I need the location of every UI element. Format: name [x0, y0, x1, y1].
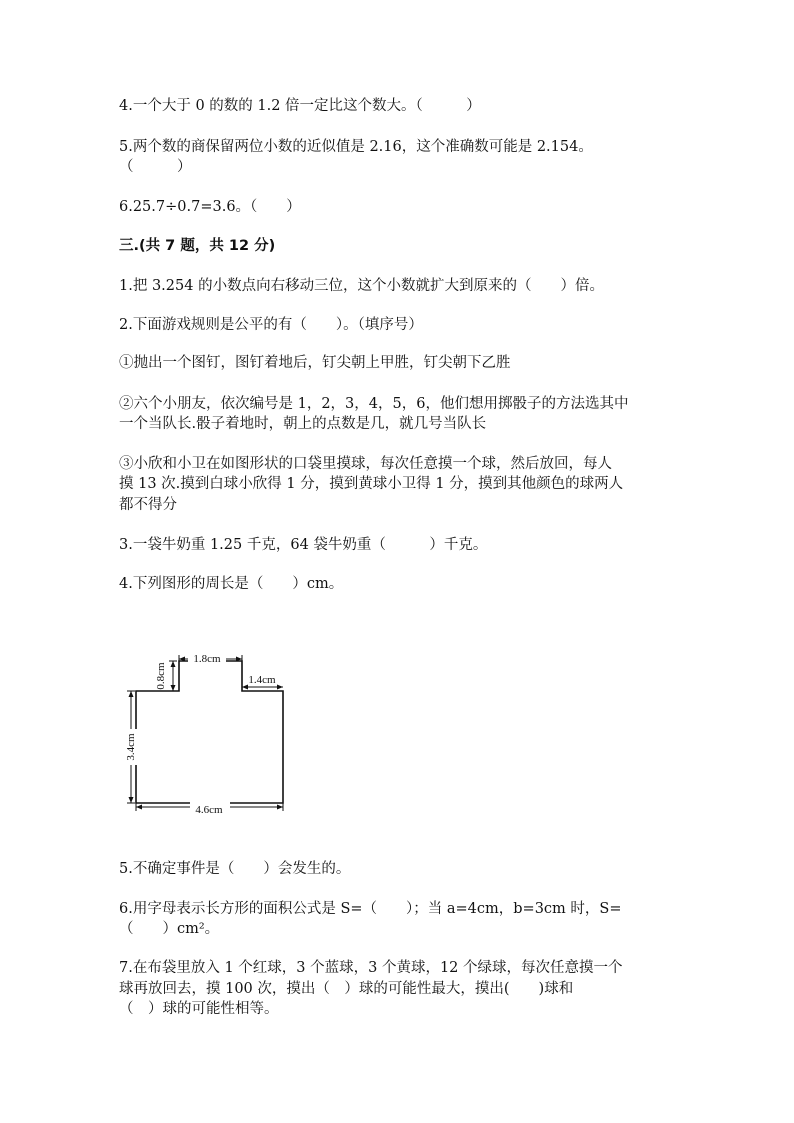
question-3-6-line1: 6.用字母表示长方形的面积公式是 S=（ ）；当 a=4cm，b=3cm 时，S=	[119, 901, 622, 917]
dimension-notch	[169, 661, 177, 691]
question-3-1: 1.把 3.254 的小数点向右移动三位，这个小数就扩大到原来的（ ）倍。	[119, 278, 605, 294]
label-bottom: 4.6cm	[195, 804, 223, 816]
question-3-2-option-2-line2: 一个当队长.骰子着地时，朝上的点数是几，就几号当队长	[119, 416, 487, 432]
perimeter-figure	[120, 645, 300, 825]
question-2-4: 4.一个大于 0 的数的 1.2 倍一定比这个数大。（ ）	[119, 98, 481, 114]
question-3-5: 5.不确定事件是（ ）会发生的。	[119, 861, 351, 877]
label-notch: 0.8cm	[155, 662, 167, 690]
question-3-7-line1: 7.在布袋里放入 1 个红球，3 个蓝球，3 个黄球，12 个绿球，每次任意摸一个	[119, 960, 623, 976]
question-3-6-line2: （ ）cm²。	[119, 921, 220, 937]
label-left: 3.4cm	[125, 733, 137, 761]
question-3-3: 3.一袋牛奶重 1.25 千克，64 袋牛奶重（ ）千克。	[119, 537, 488, 553]
section-3-heading: 三.(共 7 题，共 12 分)	[119, 238, 276, 254]
question-3-2-option-1: ①抛出一个图钉，图钉着地后，钉尖朝上甲胜，钉尖朝下乙胜	[119, 355, 511, 371]
question-3-4: 4.下列图形的周长是（ ）cm。	[119, 576, 344, 592]
question-2-5-line2: （ ）	[119, 159, 192, 175]
question-2-5-line1: 5.两个数的商保留两位小数的近似值是 2.16，这个准确数可能是 2.154。	[119, 139, 593, 155]
question-3-2-option-3-line3: 都不得分	[119, 497, 177, 513]
question-2-6: 6.25.7÷0.7=3.6。（ ）	[119, 199, 301, 215]
question-3-2: 2.下面游戏规则是公平的有（ ）。（填序号）	[119, 317, 423, 333]
label-right: 1.4cm	[248, 674, 276, 686]
label-top: 1.8cm	[193, 653, 221, 665]
question-3-2-option-3-line2: 摸 13 次.摸到白球小欣得 1 分，摸到黄球小卫得 1 分，摸到其他颜色的球两人	[119, 476, 624, 492]
question-3-7-line3: （ ）球的可能性相等。	[119, 1001, 279, 1017]
question-3-2-option-2-line1: ②六个小朋友，依次编号是 1，2，3，4，5，6，他们想用掷骰子的方法选其中	[119, 396, 629, 412]
question-3-7-line2: 球再放回去，摸 100 次，摸出（ ）球的可能性最大，摸出( )球和	[119, 981, 574, 997]
question-3-2-option-3-line1: ③小欣和小卫在如图形状的口袋里摸球，每次任意摸一个球，然后放回，每人	[119, 456, 612, 472]
